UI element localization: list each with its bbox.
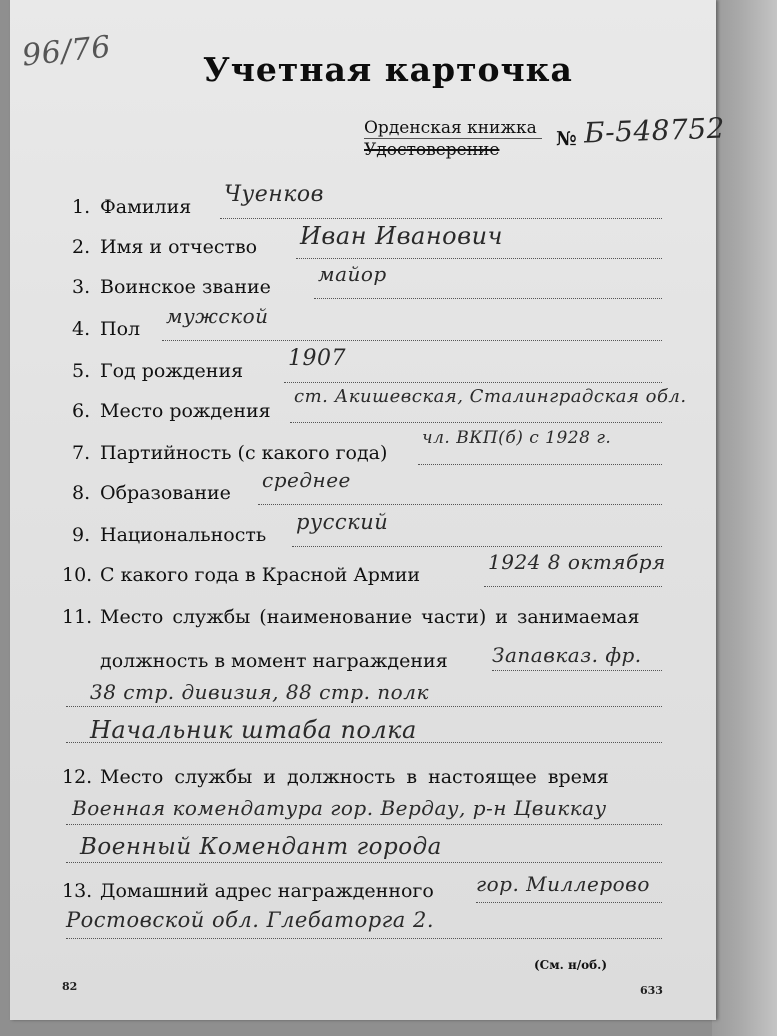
field-2-label: Имя и отчество [100, 236, 258, 258]
doc-type-underline [364, 138, 542, 139]
field-6-number: 6. [72, 400, 91, 422]
field-3-number: 3. [72, 276, 91, 298]
field-2-number: 2. [72, 236, 91, 258]
field-11-dots-2 [66, 706, 662, 707]
doc-type-line2: Удостоверение [364, 140, 500, 160]
field-10-dots [484, 586, 662, 587]
field-3-value: майор [318, 262, 387, 286]
field-6-dots [290, 422, 662, 423]
field-6-value: ст. Акишевская, Сталинградская обл. [294, 386, 687, 407]
record-card [10, 0, 726, 1020]
field-12-dots-2 [66, 862, 662, 863]
field-2-dots [296, 258, 662, 259]
field-2-value: Иван Иванович [300, 222, 503, 250]
field-3-label: Воинское звание [100, 276, 271, 298]
background-table [712, 0, 777, 1036]
field-9-label: Национальность [100, 524, 267, 546]
field-10-number: 10. [62, 564, 93, 586]
number-sign: № [556, 128, 577, 150]
field-1-label: Фамилия [100, 196, 192, 218]
field-11-number: 11. [62, 606, 93, 628]
field-4-label: Пол [100, 318, 141, 340]
field-4-dots [162, 340, 662, 341]
field-5-dots [284, 382, 662, 383]
field-9-dots [292, 546, 662, 547]
field-13-dots-2 [66, 938, 662, 939]
field-11-label-line2: должность в момент награждения [100, 650, 448, 672]
archive-note: 96/76 [20, 29, 113, 74]
card-number: Б-548752 [583, 111, 726, 150]
field-11-dots-1 [492, 670, 662, 671]
field-1-dots [220, 218, 662, 219]
field-6-label: Место рождения [100, 400, 271, 422]
field-13-value-line1: гор. Миллерово [476, 872, 650, 896]
field-10-label: С какого года в Красной Армии [100, 564, 421, 586]
field-13-number: 13. [62, 880, 93, 902]
field-3-dots [314, 298, 662, 299]
field-7-value: чл. ВКП(б) с 1928 г. [422, 428, 612, 448]
field-11-value-line2: 38 стр. дивизия, 88 стр. полк [90, 680, 429, 704]
field-4-value: мужской [166, 304, 269, 328]
page-title: Учетная карточка [203, 50, 573, 89]
field-12-label: Место службы и должность в настоящее время [100, 766, 609, 788]
field-1-value: Чуенков [224, 182, 324, 207]
see-overleaf-note: (См. н/об.) [534, 958, 608, 972]
field-12-number: 12. [62, 766, 93, 788]
doc-type-line1: Орденская книжка [364, 118, 537, 138]
field-5-label: Год рождения [100, 360, 244, 382]
field-12-dots-1 [66, 824, 662, 825]
field-8-value: среднее [262, 468, 351, 492]
field-12-value-line1: Военная комендатура гор. Вердау, р-н Цвиккау [72, 796, 607, 820]
field-8-dots [258, 504, 662, 505]
field-5-value: 1907 [288, 346, 346, 371]
field-7-number: 7. [72, 442, 91, 464]
field-10-value: 1924 8 октября [488, 550, 666, 574]
field-7-label: Партийность (с какого года) [100, 442, 388, 464]
field-11-label-line1: Место службы (наименование части) и занимаемая [100, 606, 640, 628]
field-1-number: 1. [72, 196, 91, 218]
field-13-value-line2: Ростовской обл. Глебаторга 2. [66, 908, 435, 932]
field-4-number: 4. [72, 318, 91, 340]
field-12-value-line2: Военный Комендант города [80, 834, 442, 860]
field-7-dots [418, 464, 662, 465]
field-13-dots-1 [476, 902, 662, 903]
field-11-value-line1: Запавказ. фр. [492, 643, 642, 667]
field-5-number: 5. [72, 360, 91, 382]
field-8-number: 8. [72, 482, 91, 504]
field-13-label: Домашний адрес награжденного [100, 880, 434, 902]
footer-left-code: 82 [62, 980, 78, 993]
footer-right-code: 633 [640, 984, 663, 997]
field-9-number: 9. [72, 524, 91, 546]
field-11-value-line3: Начальник штаба полка [90, 716, 417, 744]
field-9-value: русский [296, 510, 389, 534]
field-8-label: Образование [100, 482, 231, 504]
field-11-dots-3 [66, 742, 662, 743]
